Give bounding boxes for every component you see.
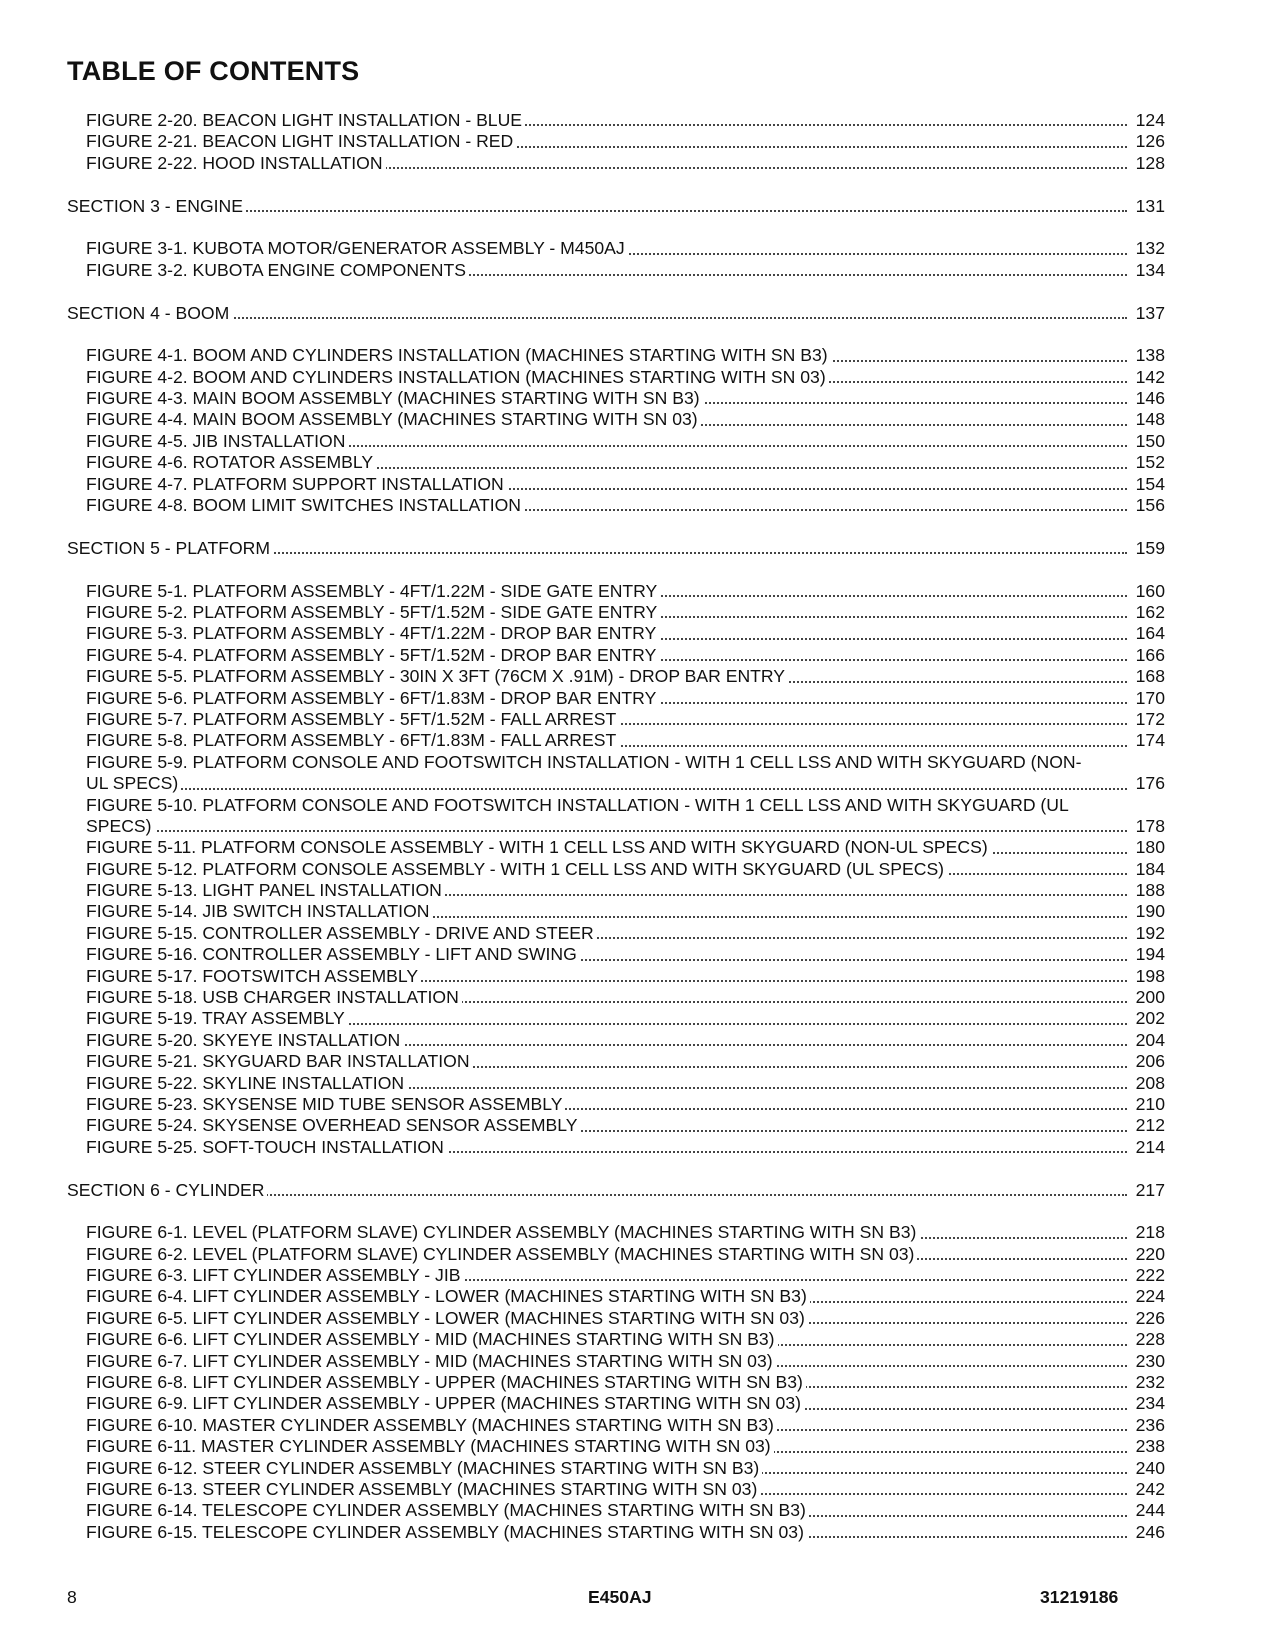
toc-figure-entry[interactable] <box>67 1393 1165 1414</box>
toc-entry-page: 150 <box>1133 431 1165 452</box>
toc-entry-title: FIGURE 5-19. TRAY ASSEMBLY <box>86 1008 348 1028</box>
toc-entry-title: FIGURE 6-6. LIFT CYLINDER ASSEMBLY - MID (MACHINES STARTING WITH SN B3) <box>86 1329 778 1349</box>
toc-figure-entry[interactable] <box>67 987 1165 1008</box>
toc-entry-page: 124 <box>1133 110 1165 131</box>
toc-entry-page: 202 <box>1133 1008 1165 1029</box>
toc-figure-entry[interactable] <box>67 966 1165 987</box>
toc-entry-title: FIGURE 2-20. BEACON LIGHT INSTALLATION - BLUE <box>86 110 525 130</box>
toc-figure-entry[interactable] <box>67 367 1165 388</box>
toc-entry-page: 138 <box>1133 345 1165 366</box>
toc-entry-title: FIGURE 5-20. SKYEYE INSTALLATION <box>86 1030 403 1050</box>
toc-entry-page: 128 <box>1133 153 1165 174</box>
toc-entry-title: FIGURE 5-25. SOFT-TOUCH INSTALLATION <box>86 1137 447 1157</box>
toc-figure-entry[interactable] <box>67 602 1165 623</box>
toc-figure-entry[interactable] <box>67 1329 1165 1350</box>
toc-entry-page: 240 <box>1133 1458 1165 1479</box>
toc-section-entry[interactable] <box>67 1180 1165 1201</box>
toc-entry-page: 232 <box>1133 1372 1165 1393</box>
toc-entry-page: 164 <box>1133 623 1165 644</box>
toc-entry-title: FIGURE 3-2. KUBOTA ENGINE COMPONENTS <box>86 260 469 280</box>
toc-entry-page: 126 <box>1133 131 1165 152</box>
toc-figure-entry[interactable] <box>67 1500 1165 1521</box>
toc-entry-title: FIGURE 4-4. MAIN BOOM ASSEMBLY (MACHINES STARTING WITH SN 03) <box>86 409 701 429</box>
toc-figure-entry[interactable] <box>67 153 1165 174</box>
toc-section-entry[interactable] <box>67 538 1165 559</box>
toc-entry-title: SECTION 4 - BOOM <box>67 303 232 323</box>
toc-figure-entry[interactable] <box>67 581 1165 602</box>
toc-entry-page: 174 <box>1133 730 1165 751</box>
toc-entry-title: FIGURE 3-1. KUBOTA MOTOR/GENERATOR ASSEMBLY - M450AJ <box>86 238 628 258</box>
footer-model: E450AJ <box>588 1587 652 1607</box>
toc-entry-page: 190 <box>1133 901 1165 922</box>
toc-entry-title: SECTION 3 - ENGINE <box>67 196 246 216</box>
toc-figure-entry[interactable] <box>67 1030 1165 1051</box>
toc-figure-entry[interactable] <box>67 1008 1165 1029</box>
toc-entry-title: FIGURE 4-7. PLATFORM SUPPORT INSTALLATION <box>86 474 507 494</box>
toc-figure-entry[interactable] <box>67 1286 1165 1307</box>
toc-figure-entry[interactable] <box>67 1073 1165 1094</box>
toc-entry-page: 180 <box>1133 837 1165 858</box>
toc-entry-page: 166 <box>1133 645 1165 666</box>
toc-entry-page: 230 <box>1133 1351 1165 1372</box>
toc-entry-page: 218 <box>1133 1222 1165 1243</box>
toc-figure-entry[interactable] <box>67 1115 1165 1136</box>
toc-entry-page: 178 <box>1133 816 1165 837</box>
toc-figure-entry[interactable] <box>67 901 1165 922</box>
toc-entry-title: SECTION 5 - PLATFORM <box>67 538 273 558</box>
toc-entry-page: 238 <box>1133 1436 1165 1457</box>
toc-entry-page: 176 <box>1133 773 1165 794</box>
toc-entry-page: 168 <box>1133 666 1165 687</box>
toc-entry-page: 188 <box>1133 880 1165 901</box>
toc-entry-page: 170 <box>1133 688 1165 709</box>
toc-entry-title: FIGURE 4-5. JIB INSTALLATION <box>86 431 348 451</box>
toc-entry-page: 208 <box>1133 1073 1165 1094</box>
toc-group <box>67 837 1165 1158</box>
toc-group <box>67 238 1165 281</box>
toc-figure-entry[interactable] <box>67 474 1165 495</box>
toc-figure-entry[interactable] <box>67 1522 1165 1543</box>
toc-entry-page: 142 <box>1133 367 1165 388</box>
toc-figure-entry[interactable] <box>67 345 1165 366</box>
toc-entry-page: 242 <box>1133 1479 1165 1500</box>
toc-figure-entry[interactable] <box>67 730 1165 751</box>
toc-entry-title: FIGURE 5-23. SKYSENSE MID TUBE SENSOR ASSEMBLY <box>86 1094 565 1114</box>
toc-entry-page: 154 <box>1133 474 1165 495</box>
toc-figure-entry[interactable] <box>67 1308 1165 1329</box>
toc-figure-entry[interactable] <box>67 431 1165 452</box>
toc-figure-entry[interactable] <box>67 1372 1165 1393</box>
toc-entry-title: FIGURE 6-1. LEVEL (PLATFORM SLAVE) CYLINDER ASSEMBLY (MACHINES STARTING WITH SN B3) <box>86 1222 919 1242</box>
toc-entry-page: 148 <box>1133 409 1165 430</box>
toc-entry-title: FIGURE 6-11. MASTER CYLINDER ASSEMBLY (MACHINES STARTING WITH SN 03) <box>86 1436 774 1456</box>
toc-figure-entry[interactable] <box>67 238 1165 259</box>
toc-figure-entry[interactable] <box>67 495 1165 516</box>
toc-group <box>67 1222 1165 1543</box>
toc-entry-page: 224 <box>1133 1286 1165 1307</box>
toc-entry-page: 159 <box>1133 538 1165 559</box>
toc-figure-entry[interactable] <box>67 923 1165 944</box>
toc-entry-title-line1: FIGURE 5-10. PLATFORM CONSOLE AND FOOTSWITCH INSTALLATION - WITH 1 CELL LSS AND WITH SKYGUARD (UL <box>86 794 1069 815</box>
toc-entry-page: 212 <box>1133 1115 1165 1136</box>
toc-figure-entry[interactable] <box>67 1351 1165 1372</box>
footer-page-number: 8 <box>67 1587 77 1607</box>
toc-figure-entry[interactable] <box>67 1479 1165 1500</box>
toc-entry-page: 204 <box>1133 1030 1165 1051</box>
toc-entry-title: FIGURE 6-12. STEER CYLINDER ASSEMBLY (MACHINES STARTING WITH SN B3) <box>86 1458 762 1478</box>
toc-entry-page: 194 <box>1133 944 1165 965</box>
toc-entry-title: FIGURE 4-1. BOOM AND CYLINDERS INSTALLATION (MACHINES STARTING WITH SN B3) <box>86 345 831 365</box>
toc-entry-title: FIGURE 5-6. PLATFORM ASSEMBLY - 6FT/1.83M - DROP BAR ENTRY <box>86 688 659 708</box>
toc-entry-title: FIGURE 6-4. LIFT CYLINDER ASSEMBLY - LOWER (MACHINES STARTING WITH SN B3) <box>86 1286 810 1306</box>
toc-entry-title: FIGURE 5-21. SKYGUARD BAR INSTALLATION <box>86 1051 473 1071</box>
toc-section-entry[interactable] <box>67 196 1165 217</box>
toc-entry-page: 222 <box>1133 1265 1165 1286</box>
toc-entry-title: FIGURE 4-8. BOOM LIMIT SWITCHES INSTALLATION <box>86 495 524 515</box>
toc-figure-entry[interactable] <box>67 709 1165 730</box>
toc-entry-title: FIGURE 4-3. MAIN BOOM ASSEMBLY (MACHINES STARTING WITH SN B3) <box>86 388 703 408</box>
toc-entry-title: FIGURE 4-6. ROTATOR ASSEMBLY <box>86 452 376 472</box>
toc-figure-entry-multiline[interactable] <box>67 752 1165 795</box>
toc-entry-page: 210 <box>1133 1094 1165 1115</box>
toc-figure-entry-multiline[interactable] <box>67 795 1165 838</box>
toc-figure-entry[interactable] <box>67 1094 1165 1115</box>
dot-leader <box>86 788 1127 790</box>
toc-entry-page: 156 <box>1133 495 1165 516</box>
toc-entry-page: 214 <box>1133 1137 1165 1158</box>
toc-entry-title: FIGURE 5-7. PLATFORM ASSEMBLY - 5FT/1.52M - FALL ARREST <box>86 709 619 729</box>
toc-figure-entry[interactable] <box>67 388 1165 409</box>
toc-entry-page: 192 <box>1133 923 1165 944</box>
toc-entry-page: 137 <box>1133 303 1165 324</box>
toc-entry-title: FIGURE 6-9. LIFT CYLINDER ASSEMBLY - UPPER (MACHINES STARTING WITH SN 03) <box>86 1393 804 1413</box>
toc-figure-entry[interactable] <box>67 837 1165 858</box>
toc-figure-entry[interactable] <box>67 1415 1165 1436</box>
toc-figure-entry[interactable] <box>67 131 1165 152</box>
toc-entry-title: FIGURE 5-12. PLATFORM CONSOLE ASSEMBLY - WITH 1 CELL LSS AND WITH SKYGUARD (UL SPECS) <box>86 859 947 879</box>
toc-figure-entry[interactable] <box>67 859 1165 880</box>
toc-figure-entry[interactable] <box>67 666 1165 687</box>
toc-figure-entry[interactable] <box>67 645 1165 666</box>
toc-entry-page: 228 <box>1133 1329 1165 1350</box>
toc-entry-title: SECTION 6 - CYLINDER <box>67 1180 267 1200</box>
toc-figure-entry[interactable] <box>67 1458 1165 1479</box>
toc-entry-title: FIGURE 5-18. USB CHARGER INSTALLATION <box>86 987 462 1007</box>
toc-figure-entry[interactable] <box>67 110 1165 131</box>
toc-entry-page: 172 <box>1133 709 1165 730</box>
toc-entry-page: 244 <box>1133 1500 1165 1521</box>
toc-entry-page: 146 <box>1133 388 1165 409</box>
toc-entry-page: 220 <box>1133 1244 1165 1265</box>
toc <box>67 110 1165 1543</box>
toc-entry-page: 217 <box>1133 1180 1165 1201</box>
toc-entry-title: FIGURE 2-21. BEACON LIGHT INSTALLATION - RED <box>86 131 516 151</box>
toc-entry-title: FIGURE 6-5. LIFT CYLINDER ASSEMBLY - LOWER (MACHINES STARTING WITH SN 03) <box>86 1308 808 1328</box>
toc-entry-page: 184 <box>1133 859 1165 880</box>
toc-entry-page: 226 <box>1133 1308 1165 1329</box>
toc-figure-entry[interactable] <box>67 1265 1165 1286</box>
toc-entry-title: FIGURE 6-2. LEVEL (PLATFORM SLAVE) CYLINDER ASSEMBLY (MACHINES STARTING WITH SN 03) <box>86 1244 917 1264</box>
toc-entry-page: 160 <box>1133 581 1165 602</box>
toc-figure-entry[interactable] <box>67 1222 1165 1243</box>
toc-entry-page: 134 <box>1133 260 1165 281</box>
toc-entry-title: FIGURE 6-8. LIFT CYLINDER ASSEMBLY - UPPER (MACHINES STARTING WITH SN B3) <box>86 1372 806 1392</box>
toc-entry-title-line2: SPECS) <box>86 816 155 836</box>
toc-entry-title: FIGURE 6-10. MASTER CYLINDER ASSEMBLY (MACHINES STARTING WITH SN B3) <box>86 1415 777 1435</box>
toc-entry-title: FIGURE 5-16. CONTROLLER ASSEMBLY - LIFT AND SWING <box>86 944 580 964</box>
toc-entry-title: FIGURE 6-7. LIFT CYLINDER ASSEMBLY - MID (MACHINES STARTING WITH SN 03) <box>86 1351 776 1371</box>
toc-entry-title: FIGURE 5-14. JIB SWITCH INSTALLATION <box>86 901 432 921</box>
toc-figure-entry[interactable] <box>67 623 1165 644</box>
toc-figure-entry[interactable] <box>67 409 1165 430</box>
toc-entry-page: 152 <box>1133 452 1165 473</box>
toc-entry-title: FIGURE 5-4. PLATFORM ASSEMBLY - 5FT/1.52M - DROP BAR ENTRY <box>86 645 659 665</box>
toc-figure-entry[interactable] <box>67 1436 1165 1457</box>
toc-entry-title: FIGURE 6-14. TELESCOPE CYLINDER ASSEMBLY (MACHINES STARTING WITH SN B3) <box>86 1500 809 1520</box>
toc-group <box>67 110 1165 174</box>
toc-entry-page: 246 <box>1133 1522 1165 1543</box>
toc-entry-title: FIGURE 5-5. PLATFORM ASSEMBLY - 30IN X 3FT (76CM X .91M) - DROP BAR ENTRY <box>86 666 788 686</box>
toc-entry-page: 206 <box>1133 1051 1165 1072</box>
toc-entry-title: FIGURE 5-2. PLATFORM ASSEMBLY - 5FT/1.52M - SIDE GATE ENTRY <box>86 602 660 622</box>
toc-entry-page: 236 <box>1133 1415 1165 1436</box>
toc-entry-title: FIGURE 5-24. SKYSENSE OVERHEAD SENSOR ASSEMBLY <box>86 1115 580 1135</box>
toc-entry-title: FIGURE 6-15. TELESCOPE CYLINDER ASSEMBLY (MACHINES STARTING WITH SN 03) <box>86 1522 807 1542</box>
toc-entry-title-line1: FIGURE 5-9. PLATFORM CONSOLE AND FOOTSWITCH INSTALLATION - WITH 1 CELL LSS AND WITH SKYGUARD (NON- <box>86 751 1082 772</box>
toc-entry-page: 234 <box>1133 1393 1165 1414</box>
toc-group <box>67 345 1165 516</box>
toc-figure-entry[interactable] <box>67 688 1165 709</box>
toc-entry-page: 198 <box>1133 966 1165 987</box>
toc-group <box>67 581 1165 752</box>
toc-entry-title: FIGURE 6-3. LIFT CYLINDER ASSEMBLY - JIB <box>86 1265 463 1285</box>
toc-figure-entry[interactable] <box>67 260 1165 281</box>
toc-entry-title: FIGURE 4-2. BOOM AND CYLINDERS INSTALLATION (MACHINES STARTING WITH SN 03) <box>86 367 829 387</box>
toc-entry-page: 131 <box>1133 196 1165 217</box>
toc-entry-title: FIGURE 5-15. CONTROLLER ASSEMBLY - DRIVE AND STEER <box>86 923 597 943</box>
toc-entry-title: FIGURE 5-8. PLATFORM ASSEMBLY - 6FT/1.83M - FALL ARREST <box>86 730 619 750</box>
toc-entry-title: FIGURE 6-13. STEER CYLINDER ASSEMBLY (MACHINES STARTING WITH SN 03) <box>86 1479 760 1499</box>
page-title: TABLE OF CONTENTS <box>67 56 360 86</box>
toc-entry-page: 200 <box>1133 987 1165 1008</box>
toc-entry-page: 162 <box>1133 602 1165 623</box>
dot-leader <box>86 830 1127 832</box>
toc-figure-entry[interactable] <box>67 880 1165 901</box>
toc-entry-title-line2: UL SPECS) <box>86 773 181 793</box>
toc-section-entry[interactable] <box>67 303 1165 324</box>
footer-doc-number: 31219186 <box>1040 1587 1119 1607</box>
toc-entry-title: FIGURE 5-11. PLATFORM CONSOLE ASSEMBLY - WITH 1 CELL LSS AND WITH SKYGUARD (NON-UL SPECS) <box>86 837 991 857</box>
toc-entry-title: FIGURE 5-22. SKYLINE INSTALLATION <box>86 1073 407 1093</box>
toc-figure-entry[interactable] <box>67 944 1165 965</box>
toc-figure-entry[interactable] <box>67 1137 1165 1158</box>
toc-entry-title: FIGURE 5-13. LIGHT PANEL INSTALLATION <box>86 880 445 900</box>
toc-figure-entry[interactable] <box>67 1051 1165 1072</box>
toc-entry-title: FIGURE 5-17. FOOTSWITCH ASSEMBLY <box>86 966 421 986</box>
toc-figure-entry[interactable] <box>67 1244 1165 1265</box>
toc-entry-title: FIGURE 2-22. HOOD INSTALLATION <box>86 153 386 173</box>
toc-entry-title: FIGURE 5-3. PLATFORM ASSEMBLY - 4FT/1.22M - DROP BAR ENTRY <box>86 623 659 643</box>
toc-entry-title: FIGURE 5-1. PLATFORM ASSEMBLY - 4FT/1.22M - SIDE GATE ENTRY <box>86 581 660 601</box>
toc-entry-page: 132 <box>1133 238 1165 259</box>
toc-figure-entry[interactable] <box>67 452 1165 473</box>
